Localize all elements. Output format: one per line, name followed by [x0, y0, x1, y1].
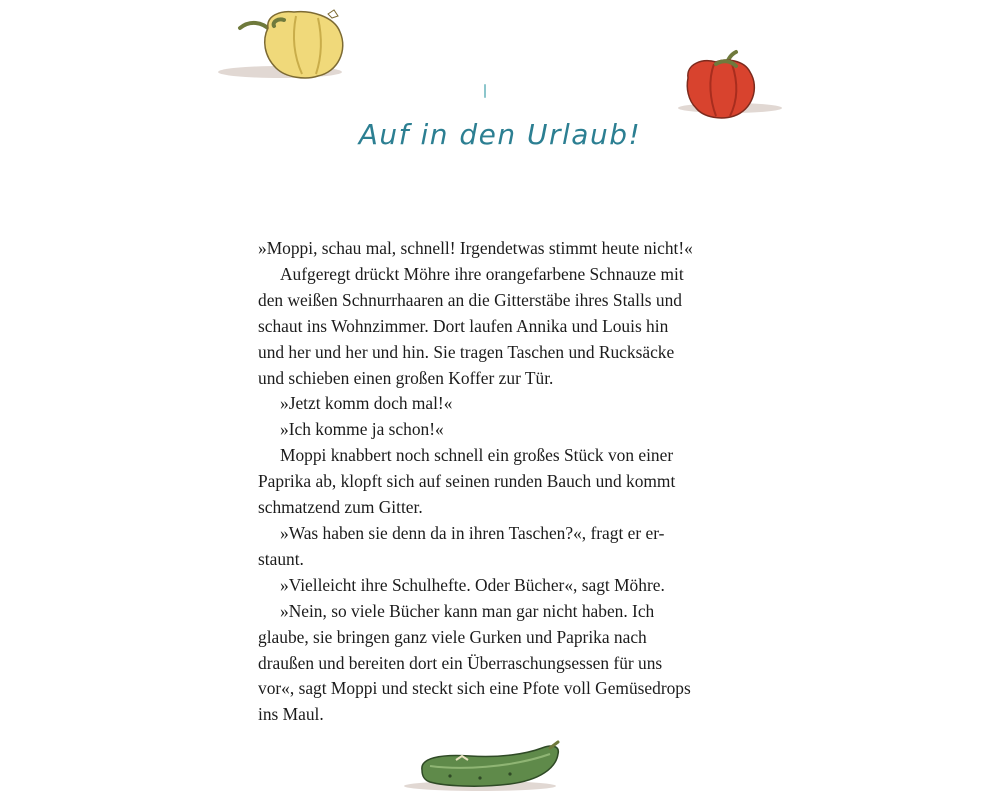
red-bell-pepper-icon [668, 48, 786, 128]
text-line: Moppi knabbert noch schnell ein großes Stück von einer [280, 445, 674, 466]
chapter-title: Auf in den Urlaub! [358, 118, 642, 151]
story-text [258, 236, 718, 728]
text-line: vor«, sagt Moppi und steckt sich eine Pfote voll Gemüsedrops [258, 678, 691, 699]
text-line: schmatzend zum Gitter. [258, 497, 423, 518]
text-line: »Jetzt komm doch mal!« [280, 393, 453, 414]
text-line: draußen und bereiten dort ein Überraschungsessen für uns [258, 652, 663, 673]
text-line: den weißen Schnurrhaaren an die Gitterstäbe ihres Stalls und [258, 289, 683, 310]
text-line: »Was haben sie denn da in ihren Taschen?«, fragt er er- [280, 522, 665, 543]
text-line: Aufgeregt drückt Möhre ihre orangefarbene Schnauze mit [280, 263, 684, 284]
cucumber-icon [400, 736, 570, 796]
text-line: glaube, sie bringen ganz viele Gurken und Paprika nach [258, 626, 647, 647]
text-line: »Vielleicht ihre Schulhefte. Oder Bücher«, sagt Möhre. [280, 574, 665, 595]
text-line: »Moppi, schau mal, schnell! Irgendetwas stimmt heute nicht!« [258, 238, 693, 258]
text-line: Paprika ab, klopft sich auf seinen runden Bauch und kommt [258, 471, 676, 492]
text-line: und her und her und hin. Sie tragen Taschen und Rucksäcke [258, 341, 675, 362]
text-line: schaut ins Wohnzimmer. Dort laufen Annika und Louis hin [258, 315, 669, 336]
text-line: und schieben einen großen Koffer zur Tür. [258, 367, 554, 388]
yellow-bell-pepper-icon [210, 6, 360, 86]
text-line: »Nein, so viele Bücher kann man gar nicht haben. Ich [280, 600, 655, 621]
text-line: ins Maul. [258, 704, 324, 725]
text-line: staunt. [258, 548, 304, 569]
text-line: »Ich komme ja schon!« [280, 419, 444, 440]
chapter-marker [484, 84, 486, 98]
